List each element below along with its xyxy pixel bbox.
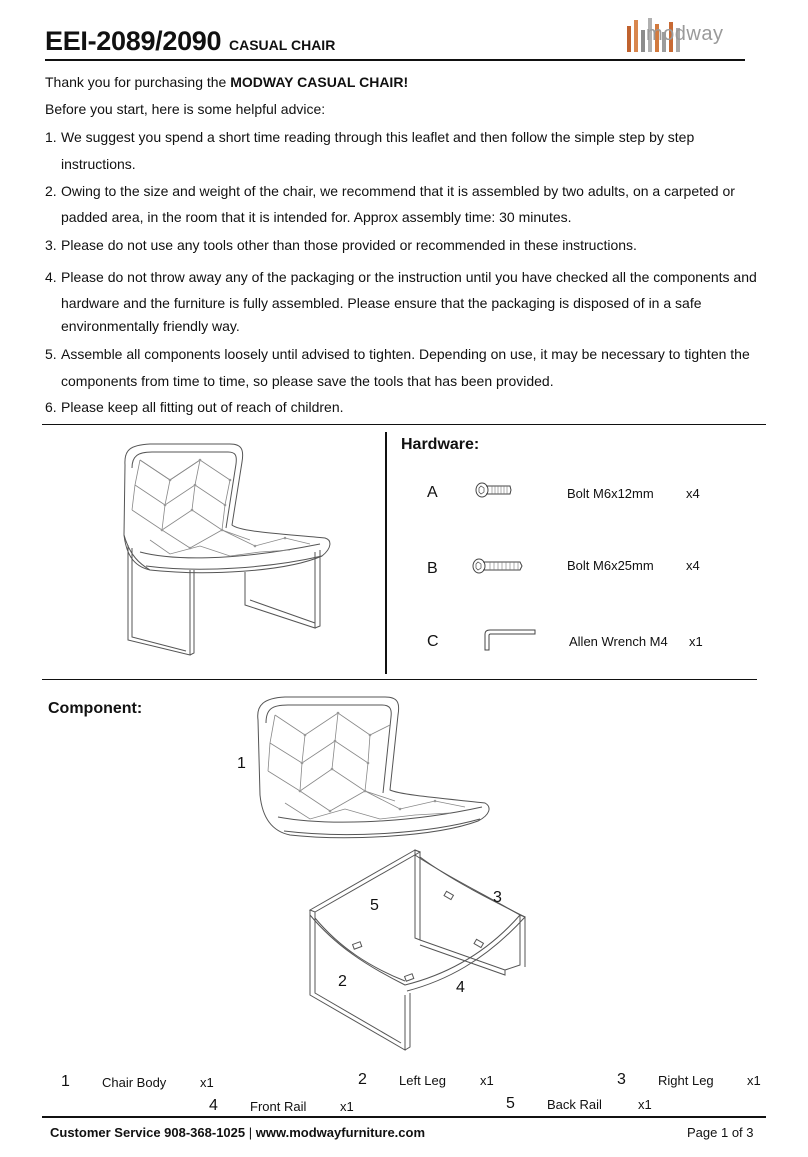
component-qty-1: x1 [200, 1075, 214, 1090]
component-name-3: Right Leg [658, 1073, 714, 1088]
hardware-name-b: Bolt M6x25mm [567, 558, 654, 573]
hardware-qty-b: x4 [686, 558, 700, 573]
advice-2-line-1: Owing to the size and weight of the chair, we recommend that it is assembled by two adults, on a carpeted or [61, 183, 735, 199]
component-name-4: Front Rail [250, 1099, 307, 1114]
hardware-title: Hardware: [401, 436, 480, 453]
hardware-qty-c: x1 [689, 634, 703, 649]
advice-5-line-1: Assemble all components loosely until advised to tighten. Depending on use, it may be necessary to tighten the [61, 346, 750, 362]
thanks-line [45, 73, 408, 91]
brand-name: modway [646, 23, 724, 45]
advice-4-line-1: Please do not throw away any of the packaging or the instruction until you have checked all the components and [61, 269, 757, 285]
logo-bar [634, 20, 638, 52]
component-qty-5: x1 [638, 1097, 652, 1112]
header-rule [45, 59, 745, 61]
chair-frame-illustration [305, 845, 535, 1055]
component-name-5: Back Rail [547, 1097, 602, 1112]
hardware-letter-a: A [427, 484, 438, 501]
model-number: EEI-2089/2090 [45, 26, 222, 56]
component-num-2: 2 [358, 1071, 367, 1088]
callout-4: 4 [456, 979, 465, 996]
hardware-letter-b: B [427, 560, 438, 577]
component-qty-3: x1 [747, 1073, 761, 1088]
hardware-name-c: Allen Wrench M4 [569, 634, 668, 649]
advice-1-line-1: We suggest you spend a short time reading through this leaflet and then follow the simple step by step [61, 129, 695, 145]
advice-2-line-2: padded area, in the room that it is intended for. Approx assembly time: 30 minutes. [61, 209, 572, 225]
section-rule-top [42, 424, 766, 425]
advice-4-line-2: hardware and the furniture is fully assembled. Please ensure that the packaging is disposed of in a safe [61, 295, 702, 311]
footer-rule [42, 1116, 766, 1118]
callout-5: 5 [370, 897, 379, 914]
hardware-name-a: Bolt M6x12mm [567, 486, 654, 501]
assembled-chair-illustration [110, 440, 340, 660]
bolt-short-icon [474, 481, 514, 499]
advice-num-2: 2. [45, 183, 57, 199]
component-name-1: Chair Body [102, 1075, 167, 1090]
advice-6-line-1: Please keep all fitting out of reach of children. [61, 399, 344, 415]
advice-num-1: 1. [45, 129, 57, 145]
page-number: Page 1 of 3 [687, 1125, 754, 1140]
chair-body-illustration [250, 695, 495, 855]
customer-service: Customer Service 908-368-1025 [50, 1125, 246, 1140]
component-num-3: 3 [617, 1071, 626, 1088]
logo-bar [627, 26, 631, 52]
hardware-qty-a: x4 [686, 486, 700, 501]
thanks-prefix: Thank you for purchasing the [45, 74, 231, 90]
footer-contact [50, 1125, 425, 1140]
advice-num-6: 6. [45, 399, 57, 415]
callout-1: 1 [237, 755, 246, 772]
section-rule-middle [42, 679, 757, 680]
component-qty-2: x1 [480, 1073, 494, 1088]
product-subtitle: CASUAL CHAIR [229, 37, 336, 53]
component-num-1: 1 [61, 1073, 70, 1090]
footer-separator: | [248, 1125, 253, 1140]
component-num-4: 4 [209, 1097, 218, 1114]
advice-num-5: 5. [45, 346, 57, 362]
thanks-product: MODWAY CASUAL CHAIR [230, 74, 404, 90]
component-name-2: Left Leg [399, 1073, 446, 1088]
advice-num-3: 3. [45, 237, 57, 253]
component-num-5: 5 [506, 1095, 515, 1112]
advice-1-line-2: instructions. [61, 156, 136, 172]
advice-heading: Before you start, here is some helpful advice: [45, 101, 326, 117]
logo-bar [641, 30, 645, 52]
allen-wrench-icon [480, 628, 540, 652]
component-title: Component: [48, 700, 143, 717]
callout-2: 2 [338, 973, 347, 990]
callout-3: 3 [493, 889, 502, 906]
hardware-letter-c: C [427, 633, 439, 650]
advice-num-4: 4. [45, 269, 57, 285]
advice-4-line-3: environmentally friendly way. [61, 318, 240, 334]
hardware-divider [385, 432, 387, 674]
advice-3-line-1: Please do not use any tools other than those provided or recommended in these instructions. [61, 237, 637, 253]
advice-5-line-2: components from time to time, so please save the tools that has been provided. [61, 373, 554, 389]
thanks-suffix: ! [403, 74, 409, 90]
website-link[interactable]: www.modwayfurniture.com [255, 1125, 426, 1140]
bolt-long-icon [470, 557, 524, 575]
component-qty-4: x1 [340, 1099, 354, 1114]
